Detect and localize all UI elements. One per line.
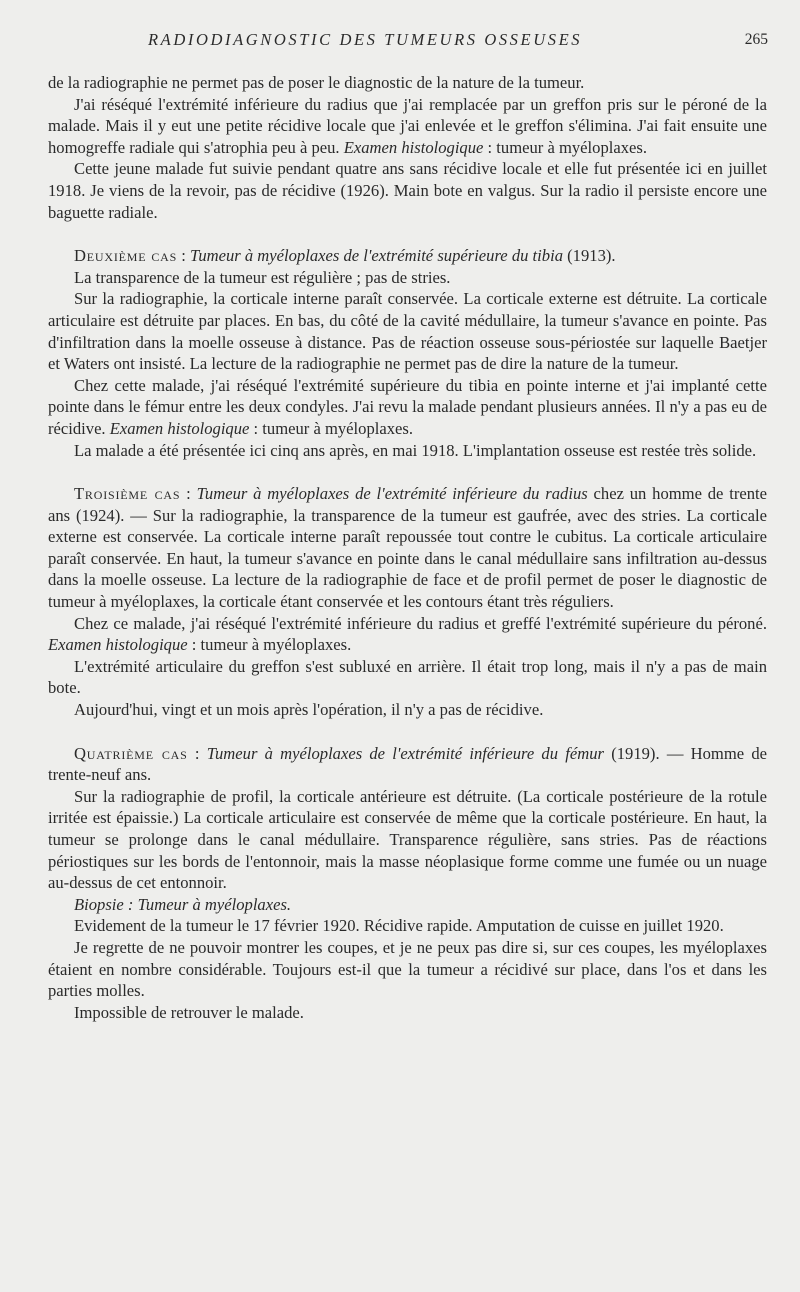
- case-heading-3: [48, 483, 767, 613]
- text-run: : tumeur à myéloplaxes.: [253, 418, 413, 438]
- text-run: (1919). — Homme de trente-neuf ans.: [48, 743, 767, 785]
- paragraph: Impossible de retrouver le malade.: [74, 1002, 304, 1022]
- italic-text: Examen histologique: [48, 635, 188, 655]
- separator: :: [180, 484, 197, 504]
- page-number: 265: [744, 31, 768, 48]
- italic-text: Examen histologique: [343, 137, 484, 157]
- case-label: Troisième cas: [74, 484, 181, 504]
- separator: :: [187, 743, 207, 763]
- paragraph: Sur la radiographie de profil, la corticale antérieure est détruite. (La corticale postérieure de la rotule irritée est épaissie.) La corticale articulaire est conservée de même que la corticale postérieure. En haut, la tumeur se prolonge dans le canal médullaire. Transparence régulière, sans stries. Pas de réactions périostiques sur les bords de l'entonnoir, mais la masse néoplasique forme comme une fumée ou un nuage au-dessus de cet entonnoir.: [48, 786, 767, 893]
- text-run: chez un homme de trente ans (1924). — Sur la radiographie, la transparence de la tumeur est gaufrée, avec des stries. La corticale externe est conservée. La corticale interne paraît repoussée tout contre le cubitus. La corticale articulaire paraît conservée. En haut, la tumeur s'avance en pointe dans le canal médullaire sans infiltration au-dessus dans la moelle osseuse. La lecture de la radiographie de face et de profil permet de poser le diagnostic de tumeur à myéloplaxes, la corticale étant conservée et les contours étant très réguliers.: [48, 484, 767, 612]
- body-text: [48, 72, 767, 1023]
- case-title: Tumeur à myéloplaxes de l'extrémité inférieure du radius: [196, 484, 588, 504]
- text-run: : tumeur à myéloplaxes.: [191, 635, 352, 655]
- running-title: RADIODIAGNOSTIC DES TUMEURS OSSEUSES: [148, 30, 583, 49]
- paragraph: La transparence de la tumeur est régulière ; pas de stries.: [74, 267, 451, 287]
- italic-text: Examen histologique: [109, 418, 250, 438]
- case-label: Deuxième cas: [74, 246, 178, 266]
- paragraph: Cette jeune malade fut suivie pendant quatre ans sans récidive locale et elle fut présentée ici en juillet 1918. Je viens de la revoir, pas de récidive (1926). Main bote en valgus. Sur la radio il persiste encore une baguette radiale.: [48, 159, 767, 222]
- paragraph: Je regrette de ne pouvoir montrer les coupes, et je ne peux pas dire si, sur ces coupes, les myéloplaxes étaient en nombre considérable. Toujours est-il que la tumeur a récidivé sur place, dans l'os et dans les parties molles.: [48, 937, 767, 1001]
- paragraph: de la radiographie ne permet pas de poser le diagnostic de la nature de la tumeur.: [48, 73, 585, 92]
- paragraph: [48, 613, 767, 656]
- paragraph: La malade a été présentée ici cinq ans après, en mai 1918. L'implantation osseuse est restée très solide.: [74, 440, 757, 460]
- case-heading-4: [48, 743, 767, 786]
- text-run: : tumeur à myéloplaxes.: [487, 137, 647, 157]
- case-year: (1913).: [563, 246, 616, 266]
- text-run: Chez cette malade, j'ai réséqué l'extrémité supérieure du tibia en pointe interne et j'ai implanté cette pointe dans le fémur entre les deux condyles. J'ai revu la malade pendant plusieurs années. Il n'y a pas eu de récidive.: [48, 375, 767, 438]
- case-label: Quatrième cas: [74, 743, 188, 763]
- running-head: [48, 30, 768, 52]
- case-title: Tumeur à myéloplaxes de l'extrémité inférieure du fémur: [206, 743, 604, 763]
- case-heading-2: [48, 245, 767, 267]
- text-run: J'ai réséqué l'extrémité inférieure du radius que j'ai remplacée par un greffon pris sur le péroné de la malade. Mais il y eut une petite récidive locale que j'ai enlevée et le greffon s'élimina. J'ai fait ensuite une homogreffe radiale qui s'atrophia peu à peu.: [48, 94, 767, 157]
- paragraph: Sur la radiographie, la corticale interne paraît conservée. La corticale externe est détruite. La corticale articulaire est détruite par places. En bas, du côté de la cavité médullaire, la tumeur s'avance en pointe. Pas d'infiltration dans la moelle osseuse à distance. Pas de réaction osseuse sous-périostée sur laquelle Baetjer et Waters ont insisté. La lecture de la radiographie ne permet pas de dire la nature de la tumeur.: [48, 289, 767, 374]
- biopsy-line: Biopsie : Tumeur à myéloplaxes.: [74, 894, 292, 914]
- paragraph: Evidement de la tumeur le 17 février 1920. Récidive rapide. Amputation de cuisse en juillet 1920.: [74, 916, 724, 936]
- paragraph: Aujourd'hui, vingt et un mois après l'opération, il n'y a pas de récidive.: [74, 700, 544, 720]
- case-title: Tumeur à myéloplaxes de l'extrémité supérieure du tibia: [190, 246, 563, 266]
- separator: :: [177, 246, 190, 266]
- paragraph: L'extrémité articulaire du greffon s'est subluxé en arrière. Il était trop long, mais il n'y a pas de main bote.: [48, 656, 767, 698]
- paragraph: [48, 375, 767, 440]
- text-run: Chez ce malade, j'ai réséqué l'extrémité inférieure du radius et greffé l'extrémité supérieure du péroné.: [74, 613, 767, 633]
- paragraph: [48, 94, 767, 159]
